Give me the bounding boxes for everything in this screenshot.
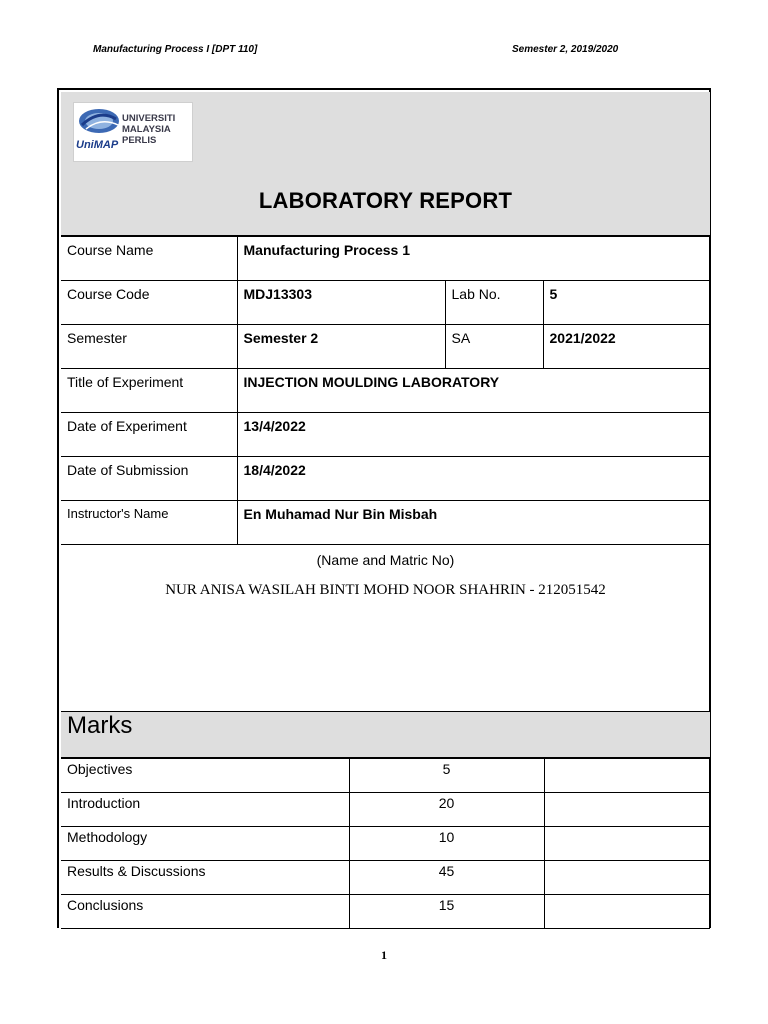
experiment-date-value: 13/4/2022	[237, 413, 710, 457]
table-row	[61, 325, 710, 369]
logo-emblem-icon	[76, 105, 122, 139]
marks-item-score	[544, 759, 710, 793]
instructor-label: Instructor's Name	[61, 501, 237, 545]
marks-item-score	[544, 793, 710, 827]
marks-item-score	[544, 861, 710, 895]
submission-date-label: Date of Submission	[61, 457, 237, 501]
sa-label: SA	[445, 325, 543, 369]
table-row	[61, 237, 710, 281]
title-band	[61, 92, 710, 236]
student-name-matric: NUR ANISA WASILAH BINTI MOHD NOOR SHAHRIN - 212051542	[165, 582, 606, 598]
table-row	[61, 827, 710, 861]
name-caption: (Name and Matric No)	[316, 552, 455, 568]
marks-item-max: 20	[349, 793, 544, 827]
table-row	[61, 895, 710, 929]
report-cover-frame	[57, 88, 711, 928]
table-row	[61, 861, 710, 895]
course-code-value: MDJ13303	[237, 281, 445, 325]
unimap-logo	[73, 102, 193, 162]
course-name-label: Course Name	[61, 237, 237, 281]
semester-label: Semester	[61, 325, 237, 369]
submission-date-value: 18/4/2022	[237, 457, 710, 501]
course-name-value: Manufacturing Process 1	[237, 237, 710, 281]
running-header-course: Manufacturing Process I [DPT 110]	[93, 44, 258, 55]
marks-item-label: Methodology	[61, 827, 349, 861]
running-header-semester: Semester 2, 2019/2020	[512, 44, 619, 55]
marks-item-max: 45	[349, 861, 544, 895]
logo-university-name: UNIVERSITI MALAYSIA PERLIS	[122, 113, 176, 146]
experiment-title-value: INJECTION MOULDING LABORATORY	[237, 369, 710, 413]
page-number: 1	[381, 948, 387, 962]
table-row	[61, 457, 710, 501]
semester-value: Semester 2	[237, 325, 445, 369]
table-row	[61, 793, 710, 827]
table-row	[61, 759, 710, 793]
table-row	[61, 369, 710, 413]
table-row	[61, 281, 710, 325]
marks-item-max: 5	[349, 759, 544, 793]
marks-item-label: Conclusions	[61, 895, 349, 929]
report-title: LABORATORY REPORT	[258, 188, 513, 213]
marks-band	[61, 712, 710, 758]
marks-item-max: 10	[349, 827, 544, 861]
marks-item-max: 15	[349, 895, 544, 929]
marks-table	[61, 758, 710, 929]
course-code-label: Course Code	[61, 281, 237, 325]
sa-value: 2021/2022	[543, 325, 710, 369]
logo-wordmark: UniMAP	[76, 139, 119, 151]
table-row	[61, 413, 710, 457]
marks-item-label: Objectives	[61, 759, 349, 793]
student-name-box	[61, 549, 710, 712]
lab-no-label: Lab No.	[445, 281, 543, 325]
marks-item-label: Results & Discussions	[61, 861, 349, 895]
table-row	[61, 501, 710, 545]
experiment-title-label: Title of Experiment	[61, 369, 237, 413]
instructor-value: En Muhamad Nur Bin Misbah	[237, 501, 710, 545]
marks-item-label: Introduction	[61, 793, 349, 827]
course-info-table	[61, 236, 710, 545]
marks-item-score	[544, 895, 710, 929]
experiment-date-label: Date of Experiment	[61, 413, 237, 457]
marks-item-score	[544, 827, 710, 861]
marks-title: Marks	[67, 712, 133, 739]
lab-no-value: 5	[543, 281, 710, 325]
